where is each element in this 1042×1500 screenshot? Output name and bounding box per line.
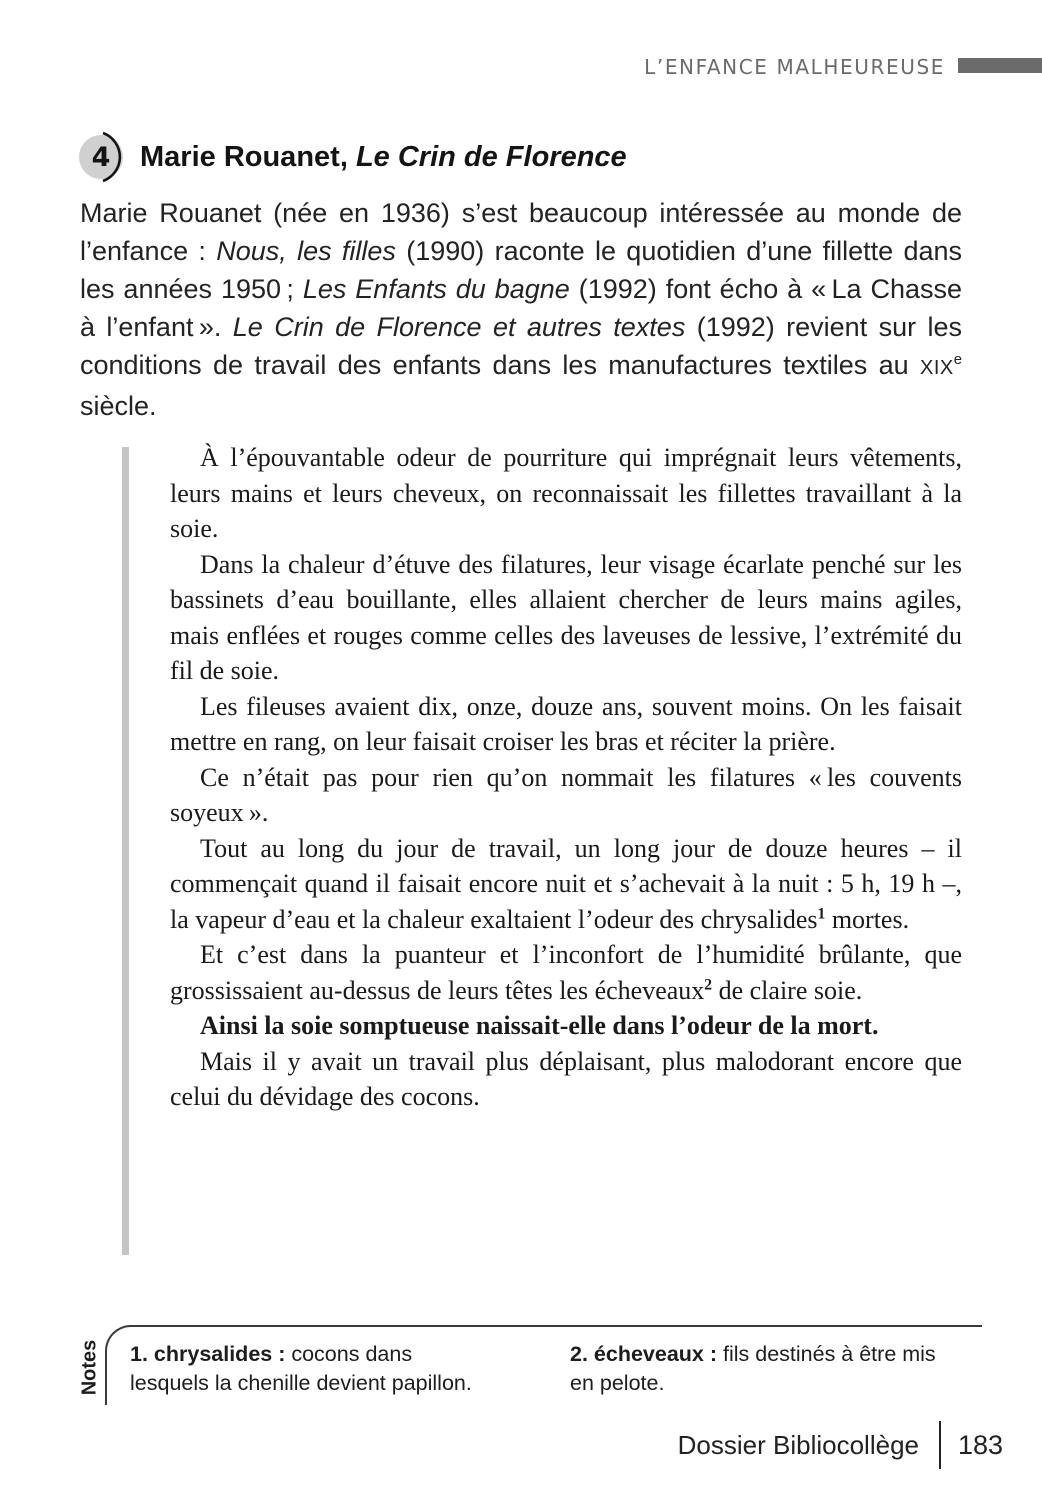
note-item: [570, 1340, 962, 1398]
note-definition: cocons dans lesquels la chenille devient papillon.: [130, 1342, 472, 1395]
quote-paragraph: [170, 1008, 962, 1044]
quote-left-bar: [122, 447, 129, 1255]
page-header: [0, 55, 1042, 79]
page-number: 183: [958, 1429, 1004, 1460]
text-segment: (1992) revient sur les conditions de travail des enfants dans les manufactures textiles au: [80, 312, 962, 380]
page-footer: [678, 1421, 1010, 1469]
note-definition: fils destinés à être mis en pelote.: [570, 1342, 936, 1395]
text-segment: Tout au long du jour de travail, un long jour de douze heures – il commençait quand il faisait encore nuit et s’achevait à la nuit : 5 h, 19 h –, la vapeur d’eau et la chaleur exaltaient l’odeur des chrysalides: [170, 833, 962, 934]
notes-section: [130, 1340, 970, 1398]
text-segment: XIX: [920, 357, 954, 379]
footer-separator: [939, 1421, 941, 1469]
quote-paragraph: [170, 937, 962, 1008]
note-item: [130, 1340, 490, 1398]
quote-paragraph: [170, 1044, 962, 1115]
text-segment: Mais il y avait un travail plus déplaisant, plus malodorant encore que celui du dévidage des cocons.: [170, 1046, 962, 1111]
text-segment: Ainsi la soie somptueuse naissait-elle dans l’odeur de la mort.: [200, 1011, 879, 1040]
text-segment: (1992) font écho à « La Chasse à l’enfant ».: [80, 274, 963, 342]
quote-paragraphs: [170, 440, 962, 1115]
header-bar: [958, 58, 1042, 73]
text-segment: Marie Rouanet (née en 1936) s’est beaucoup intéressée au monde de l’enfance :: [80, 198, 962, 266]
notes-label: Notes: [78, 1339, 101, 1396]
text-segment: Le Crin de Florence et autres textes: [232, 312, 686, 342]
chapter-title: L’ENFANCE MALHEUREUSE: [644, 55, 945, 79]
footer-brand: Dossier Bibliocollège: [677, 1429, 919, 1460]
note-term: 2. écheveaux :: [570, 1342, 718, 1366]
text-segment: e: [953, 352, 962, 368]
text-segment: Les fileuses avaient dix, onze, douze ans, souvent moins. On les faisait mettre en rang, on leur faisait croiser les bras et réciter la prière.: [170, 691, 962, 756]
text-segment: Nous, les filles: [216, 236, 396, 266]
text-segment: À l’épouvantable odeur de pourriture qui imprégnait leurs vêtements, leurs mains et leurs cheveux, on reconnaissait les fillettes travaillant à la soie.: [170, 443, 962, 543]
section-number: 4: [91, 141, 111, 173]
section-title-author: Marie Rouanet,: [140, 140, 356, 173]
quote-block: [170, 440, 962, 1115]
quote-paragraph: [170, 440, 962, 547]
note-term: 1. chrysalides :: [130, 1342, 286, 1366]
quote-paragraph: [170, 547, 962, 689]
section-heading: [78, 130, 627, 184]
quote-paragraph: [170, 831, 962, 938]
text-segment: Ce n’était pas pour rien qu’on nommait les filatures « les couvents soyeux ».: [170, 762, 962, 827]
text-segment: Dans la chaleur d’étuve des filatures, leur visage écarlate penché sur les bassinets d’eau bouillante, elles allaient chercher de leurs mains agiles, mais enflées et rouges comme celles des laveuses de lessive, l’extrémité du fil de soie.: [170, 549, 962, 685]
text-segment: mortes.: [825, 904, 910, 934]
text-segment: siècle.: [80, 391, 157, 421]
section-title-work: Le Crin de Florence: [355, 140, 627, 173]
section-title: [140, 141, 627, 174]
text-segment: Les Enfants du bagne: [302, 274, 570, 304]
text-segment: (1990) raconte le quotidien d’une fillette dans les années 1950 ;: [80, 236, 962, 304]
text-segment: 2: [704, 975, 713, 993]
quote-paragraph: [170, 760, 962, 831]
intro-paragraph: [80, 194, 962, 425]
text-segment: de claire soie.: [712, 975, 863, 1005]
text-segment: Et c’est dans la puanteur et l’inconfort de l’humidité brûlante, que grossissaient au-dessus de leurs têtes les écheveaux: [170, 940, 962, 1005]
section-number-badge: [78, 130, 132, 184]
text-segment: 1: [817, 904, 826, 922]
quote-paragraph: [170, 689, 962, 760]
